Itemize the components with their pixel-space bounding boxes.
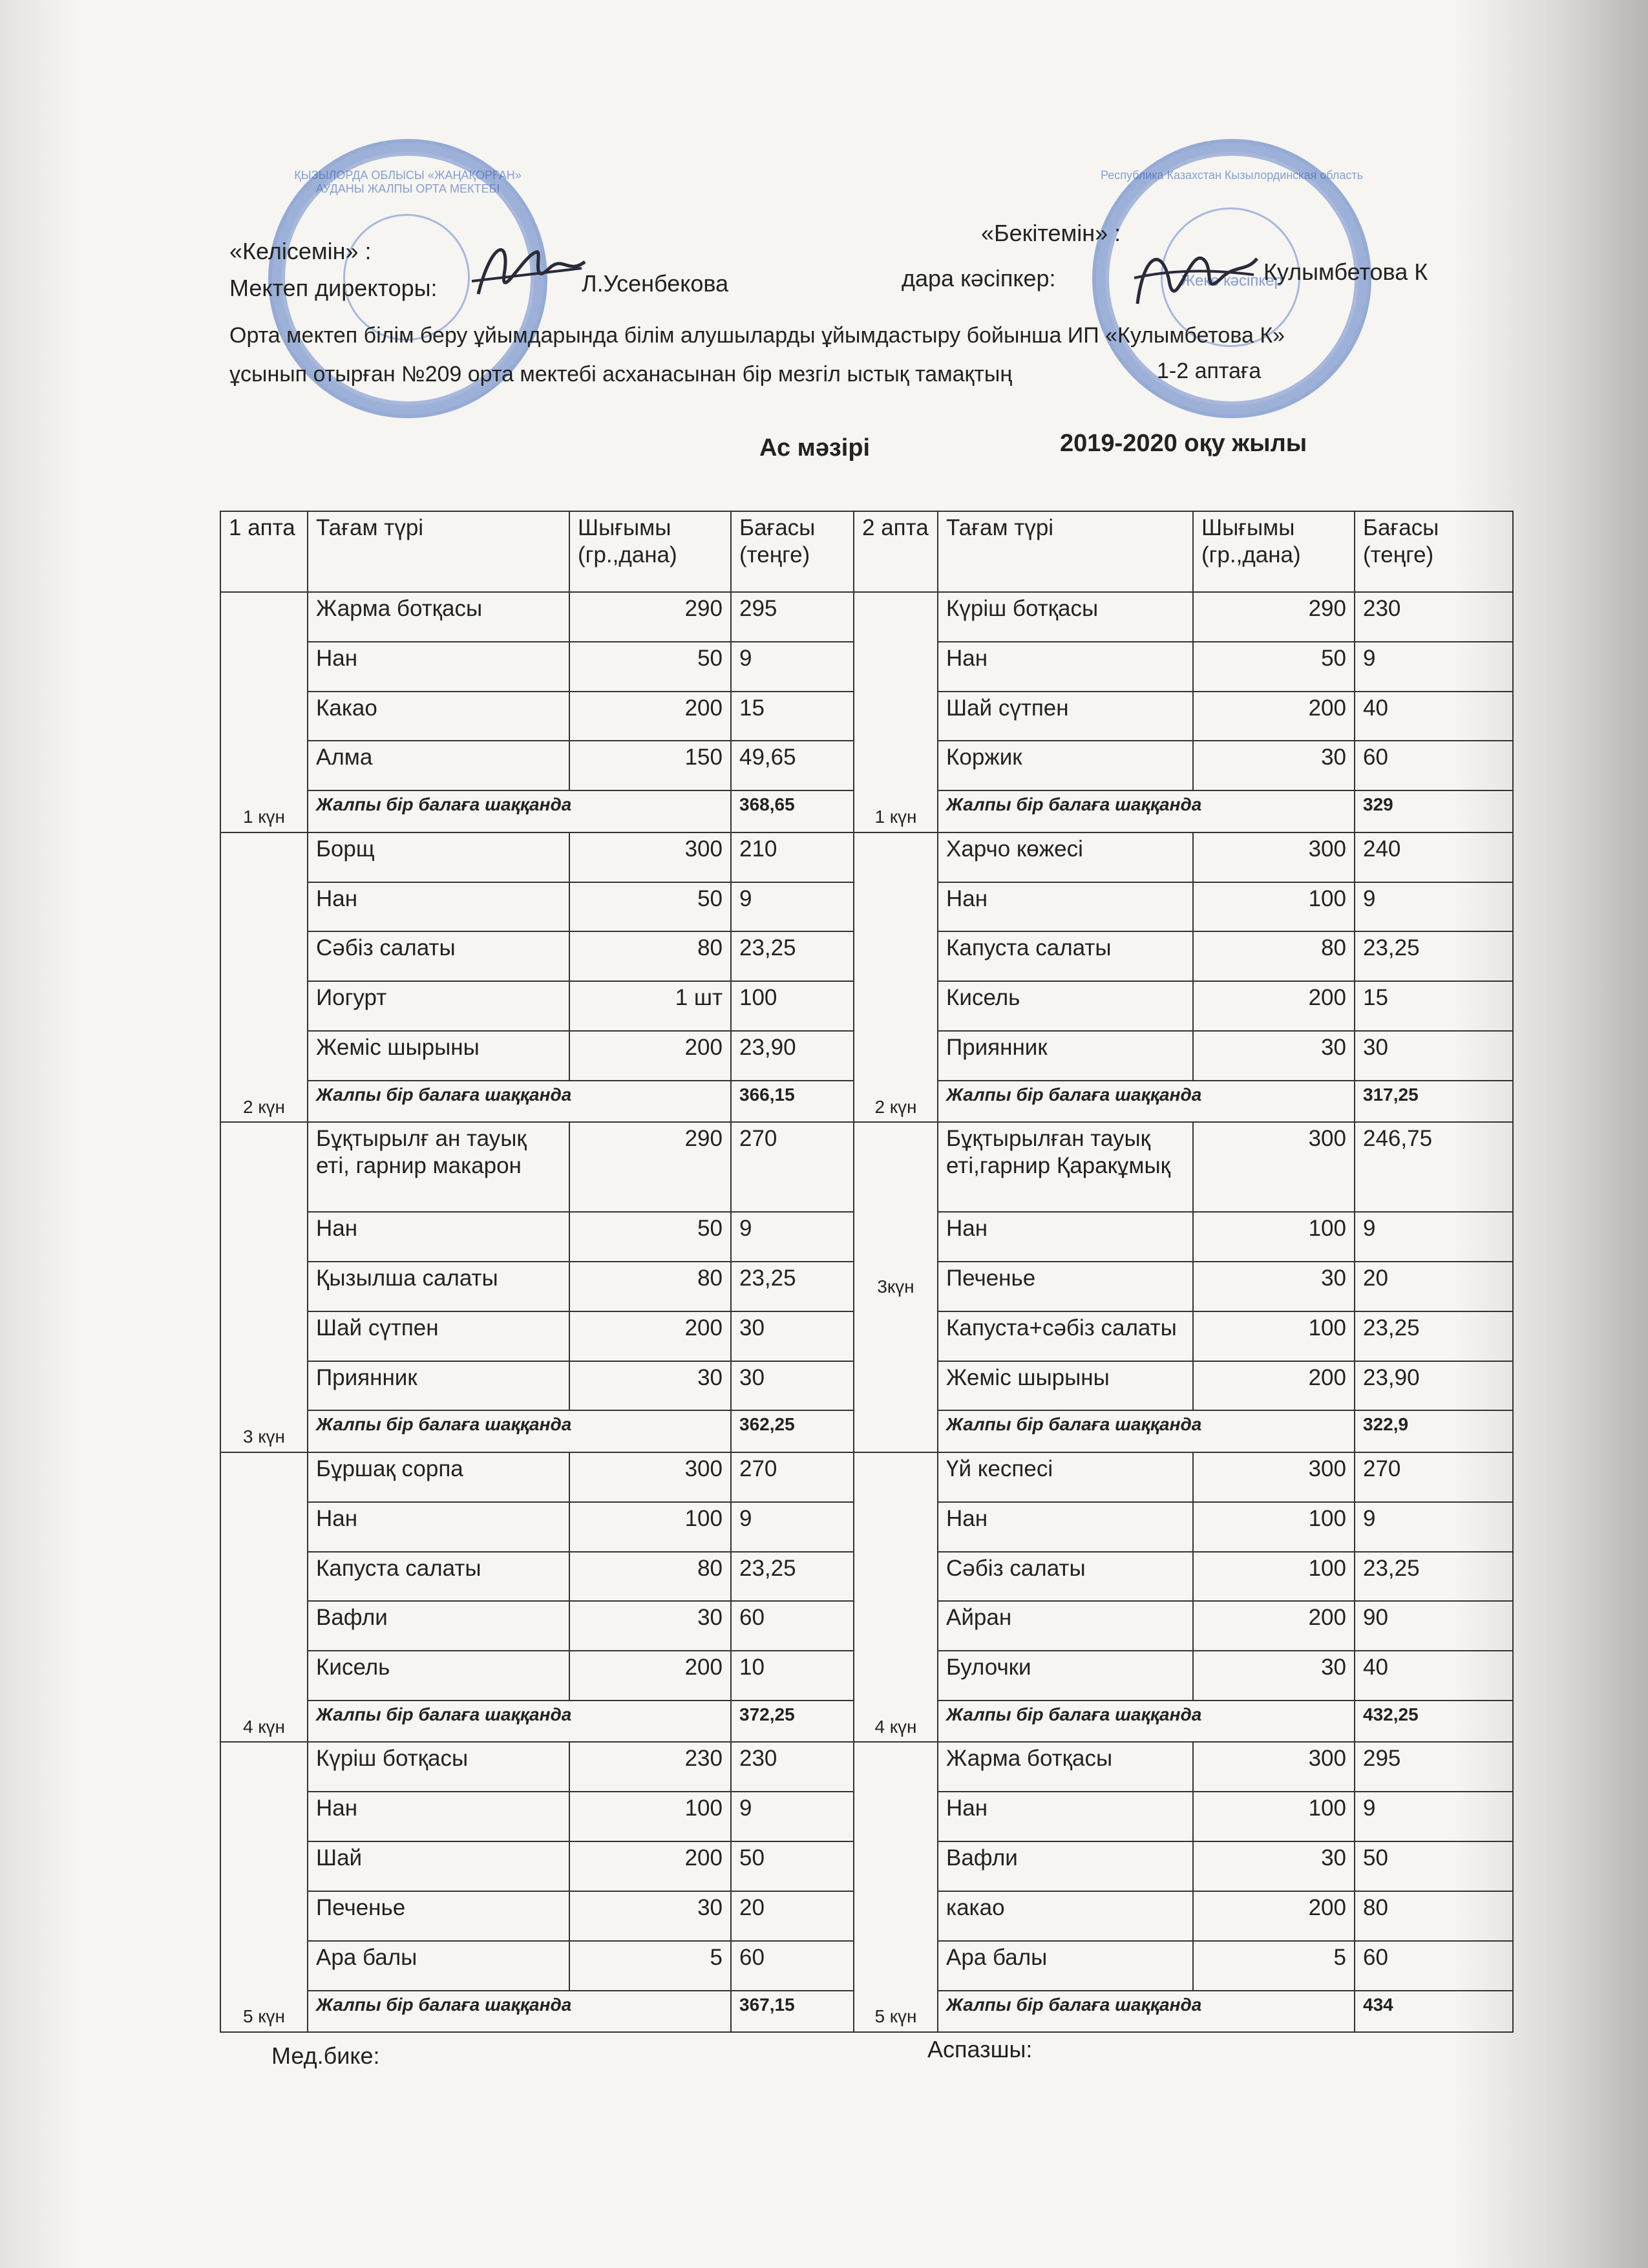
w2-price-cell: 246,75 — [1355, 1122, 1513, 1212]
w1-price-cell: 23,25 — [731, 931, 854, 981]
w2-price-cell: 23,25 — [1355, 1311, 1513, 1361]
week1-day-label: 2 күн — [220, 832, 308, 1123]
w1-output-cell: 50 — [569, 1212, 731, 1262]
w2-total-label: Жалпы бір балаға шаққанда — [938, 1081, 1355, 1122]
w1-dish-cell: Нан — [308, 642, 569, 692]
table-header-row — [220, 511, 1513, 592]
w1-price-cell: 50 — [731, 1841, 854, 1891]
w1-price-cell: 49,65 — [731, 741, 854, 790]
table-row — [220, 832, 1513, 882]
w2-dish-cell: Жарма ботқасы — [938, 1742, 1193, 1792]
w1-dish-cell: Қызылша салаты — [308, 1262, 569, 1311]
w2-output-cell: 200 — [1193, 981, 1355, 1031]
w1-output-cell: 200 — [569, 1841, 731, 1891]
w2-dish-cell: Печенье — [938, 1262, 1193, 1311]
w1-output-cell: 80 — [569, 931, 731, 981]
w1-total-label: Жалпы бір балаға шаққанда — [308, 790, 731, 832]
w2-dish-cell: Нан — [938, 642, 1193, 692]
w2-price-cell: 60 — [1355, 1941, 1513, 1991]
w2-dish-cell: Капуста салаты — [938, 931, 1193, 981]
w2-dish-cell: Булочки — [938, 1651, 1193, 1701]
entrepreneur-stamp-center-text: Жеке кәсіпкер — [1181, 272, 1283, 290]
w1-dish-cell: Кисель — [308, 1651, 569, 1701]
col-header-output: Шығымы (гр.,дана) — [569, 511, 731, 592]
w1-price-cell: 23,90 — [731, 1031, 854, 1081]
w2-output-cell: 100 — [1193, 1502, 1355, 1552]
w2-dish-cell: Вафли — [938, 1841, 1193, 1891]
intro-line-1: Орта мектеп білім беру ұйымдарында білім алушыларды ұйымдастыру бойынша ИП «Кулымбетова К» — [229, 323, 1285, 348]
w1-price-cell: 230 — [731, 1742, 854, 1792]
w1-dish-cell: Капуста салаты — [308, 1552, 569, 1602]
school-stamp-text: ҚЫЗЫЛОРДА ОБЛЫСЫ «ЖАҢАҚОРҒАН» АУДАНЫ ЖАЛПЫ ОРТА МЕКТЕБІ — [294, 169, 522, 195]
w1-price-cell: 23,25 — [731, 1552, 854, 1602]
w2-output-cell: 300 — [1193, 832, 1355, 882]
col-header-price-2: Бағасы (теңге) — [1355, 511, 1513, 592]
director-signature — [465, 229, 595, 313]
w1-dish-cell: Бұқтырылғ ан тауық еті, гарнир макарон — [308, 1122, 569, 1212]
col-header-week1: 1 апта — [220, 511, 308, 592]
w2-output-cell: 30 — [1193, 1031, 1355, 1081]
w1-output-cell: 1 шт — [569, 981, 731, 1031]
week1-day-label: 4 күн — [220, 1452, 308, 1743]
w2-price-cell: 9 — [1355, 882, 1513, 932]
w2-output-cell: 200 — [1193, 1601, 1355, 1651]
w1-price-cell: 9 — [731, 1792, 854, 1841]
w1-output-cell: 200 — [569, 692, 731, 741]
week2-day-label: 3күн — [854, 1122, 938, 1452]
w2-output-cell: 100 — [1193, 1552, 1355, 1602]
w2-dish-cell: Айран — [938, 1601, 1193, 1651]
w2-price-cell: 15 — [1355, 981, 1513, 1031]
w1-output-cell: 5 — [569, 1941, 731, 1991]
w2-dish-cell: Бұқтырылған тауық еті,гарнир Қаракұмық — [938, 1122, 1193, 1212]
w1-dish-cell: Борщ — [308, 832, 569, 882]
w1-total-label: Жалпы бір балаға шаққанда — [308, 1410, 731, 1452]
w2-dish-cell: Кисель — [938, 981, 1193, 1031]
w2-total-value: 432,25 — [1355, 1701, 1513, 1742]
w1-output-cell: 290 — [569, 1122, 731, 1212]
table-row — [220, 1452, 1513, 1502]
w2-total-value: 329 — [1355, 790, 1513, 832]
entrepreneur-name: Кулымбетова К — [1263, 259, 1428, 285]
entrepreneur-stamp-ring-text: Республика Казахстан Кызылординская область — [1101, 169, 1363, 182]
w2-price-cell: 270 — [1355, 1452, 1513, 1502]
w1-price-cell: 30 — [731, 1311, 854, 1361]
w1-price-cell: 9 — [731, 1502, 854, 1552]
w2-price-cell: 9 — [1355, 1792, 1513, 1841]
w2-output-cell: 100 — [1193, 1792, 1355, 1841]
w2-price-cell: 50 — [1355, 1841, 1513, 1891]
w1-total-value: 367,15 — [731, 1991, 854, 2032]
w1-price-cell: 9 — [731, 642, 854, 692]
entrepreneur-label: дара кәсіпкер: — [902, 265, 1056, 291]
menu-table — [220, 511, 1514, 2033]
table-row — [220, 1122, 1513, 1212]
w1-price-cell: 30 — [731, 1361, 854, 1411]
w2-total-label: Жалпы бір балаға шаққанда — [938, 1701, 1355, 1742]
w1-output-cell: 290 — [569, 592, 731, 642]
week1-day-label: 1 күн — [220, 592, 308, 832]
nurse-label: Мед.бике: — [271, 2042, 380, 2069]
w2-dish-cell: Капуста+сәбіз салаты — [938, 1311, 1193, 1361]
col-header-price: Бағасы (теңге) — [731, 511, 854, 592]
w2-price-cell: 23,25 — [1355, 1552, 1513, 1602]
w2-dish-cell: Сәбіз салаты — [938, 1552, 1193, 1602]
w2-output-cell: 300 — [1193, 1122, 1355, 1212]
w2-output-cell: 30 — [1193, 1841, 1355, 1891]
w2-total-label: Жалпы бір балаға шаққанда — [938, 1991, 1355, 2032]
week1-day-label: 5 күн — [220, 1742, 308, 2032]
w1-dish-cell: Какао — [308, 692, 569, 741]
w2-dish-cell: Приянник — [938, 1031, 1193, 1081]
w1-output-cell: 30 — [569, 1361, 731, 1411]
col-header-output-2: Шығымы (гр.,дана) — [1193, 511, 1355, 592]
w1-price-cell: 23,25 — [731, 1262, 854, 1311]
w2-output-cell: 30 — [1193, 1651, 1355, 1701]
w1-dish-cell: Иогурт — [308, 981, 569, 1031]
menu-title: Ас мәзірі — [759, 434, 871, 461]
w1-price-cell: 60 — [731, 1941, 854, 1991]
w1-total-value: 372,25 — [731, 1701, 854, 1742]
w1-price-cell: 270 — [731, 1122, 854, 1212]
w1-output-cell: 100 — [569, 1502, 731, 1552]
intro-line-2: ұсынып отырған №209 орта мектебі асханасынан бір мезгіл ыстық тамақтың — [229, 362, 1013, 387]
w1-total-label: Жалпы бір балаға шаққанда — [308, 1991, 731, 2032]
w2-dish-cell: Күріш ботқасы — [938, 592, 1193, 642]
w1-dish-cell: Шай сүтпен — [308, 1311, 569, 1361]
w2-total-label: Жалпы бір балаға шаққанда — [938, 790, 1355, 832]
w2-price-cell: 23,25 — [1355, 931, 1513, 981]
w1-dish-cell: Бұршақ сорпа — [308, 1452, 569, 1502]
w2-price-cell: 40 — [1355, 1651, 1513, 1701]
table-row — [220, 1742, 1513, 1792]
w2-dish-cell: Нан — [938, 1212, 1193, 1262]
w2-price-cell: 9 — [1355, 642, 1513, 692]
w2-price-cell: 30 — [1355, 1031, 1513, 1081]
director-label: Мектеп директоры: — [229, 275, 438, 301]
w1-dish-cell: Нан — [308, 1502, 569, 1552]
w1-output-cell: 80 — [569, 1552, 731, 1602]
w2-output-cell: 100 — [1193, 1311, 1355, 1361]
w1-dish-cell: Шай — [308, 1841, 569, 1891]
approve-label: «Бекітемін» : — [981, 220, 1121, 246]
w1-output-cell: 50 — [569, 882, 731, 932]
w2-price-cell: 20 — [1355, 1262, 1513, 1311]
w1-price-cell: 210 — [731, 832, 854, 882]
w2-dish-cell: какао — [938, 1891, 1193, 1941]
w2-output-cell: 200 — [1193, 1361, 1355, 1411]
w2-output-cell: 290 — [1193, 592, 1355, 642]
w1-price-cell: 100 — [731, 981, 854, 1031]
w2-output-cell: 80 — [1193, 931, 1355, 981]
w2-output-cell: 300 — [1193, 1742, 1355, 1792]
cook-label: Аспазшы: — [927, 2036, 1033, 2062]
table-row — [220, 592, 1513, 642]
w1-price-cell: 60 — [731, 1601, 854, 1651]
w1-output-cell: 200 — [569, 1031, 731, 1081]
w1-output-cell: 300 — [569, 1452, 731, 1502]
week2-day-label: 5 күн — [854, 1742, 938, 2032]
w1-price-cell: 295 — [731, 592, 854, 642]
w2-dish-cell: Үй кеспесі — [938, 1452, 1193, 1502]
school-year: 2019-2020 оқу жылы — [1060, 430, 1307, 457]
w2-dish-cell: Нан — [938, 882, 1193, 932]
w2-dish-cell: Шай сүтпен — [938, 692, 1193, 741]
w2-total-value: 322,9 — [1355, 1410, 1513, 1452]
col-header-dish: Тағам түрі — [308, 511, 569, 592]
week2-day-label: 4 күн — [854, 1452, 938, 1743]
w2-price-cell: 240 — [1355, 832, 1513, 882]
w2-output-cell: 200 — [1193, 692, 1355, 741]
w2-price-cell: 230 — [1355, 592, 1513, 642]
w2-dish-cell: Коржик — [938, 741, 1193, 790]
w2-output-cell: 30 — [1193, 1262, 1355, 1311]
w2-price-cell: 295 — [1355, 1742, 1513, 1792]
w1-output-cell: 200 — [569, 1311, 731, 1361]
w1-dish-cell: Вафли — [308, 1601, 569, 1651]
w2-price-cell: 23,90 — [1355, 1361, 1513, 1411]
w2-output-cell: 5 — [1193, 1941, 1355, 1991]
w1-dish-cell: Алма — [308, 741, 569, 790]
w1-output-cell: 30 — [569, 1891, 731, 1941]
w2-dish-cell: Нан — [938, 1502, 1193, 1552]
w1-output-cell: 230 — [569, 1742, 731, 1792]
w1-output-cell: 300 — [569, 832, 731, 882]
w2-output-cell: 100 — [1193, 1212, 1355, 1262]
w2-total-label: Жалпы бір балаға шаққанда — [938, 1410, 1355, 1452]
w2-price-cell: 9 — [1355, 1502, 1513, 1552]
w1-output-cell: 200 — [569, 1651, 731, 1701]
w2-output-cell: 300 — [1193, 1452, 1355, 1502]
w2-total-value: 434 — [1355, 1991, 1513, 2032]
w1-price-cell: 20 — [731, 1891, 854, 1941]
w1-total-value: 366,15 — [731, 1081, 854, 1122]
w1-dish-cell: Нан — [308, 1212, 569, 1262]
w1-price-cell: 10 — [731, 1651, 854, 1701]
w1-total-value: 368,65 — [731, 790, 854, 832]
w2-output-cell: 200 — [1193, 1891, 1355, 1941]
w2-price-cell: 40 — [1355, 692, 1513, 741]
entrepreneur-signature — [1125, 233, 1267, 317]
w1-output-cell: 50 — [569, 642, 731, 692]
director-name: Л.Усенбекова — [582, 270, 729, 297]
w2-output-cell: 50 — [1193, 642, 1355, 692]
scan-shadow-left — [0, 0, 78, 2268]
w1-dish-cell: Приянник — [308, 1361, 569, 1411]
w1-price-cell: 270 — [731, 1452, 854, 1502]
w1-total-label: Жалпы бір балаға шаққанда — [308, 1081, 731, 1122]
w1-output-cell: 30 — [569, 1601, 731, 1651]
w1-dish-cell: Нан — [308, 1792, 569, 1841]
w1-dish-cell: Жеміс шырыны — [308, 1031, 569, 1081]
w1-dish-cell: Ара балы — [308, 1941, 569, 1991]
w1-total-label: Жалпы бір балаға шаққанда — [308, 1701, 731, 1742]
w2-dish-cell: Харчо көжесі — [938, 832, 1193, 882]
w1-output-cell: 80 — [569, 1262, 731, 1311]
w2-price-cell: 80 — [1355, 1891, 1513, 1941]
w2-dish-cell: Ара балы — [938, 1941, 1193, 1991]
w1-price-cell: 9 — [731, 1212, 854, 1262]
agree-label: «Келісемін» : — [229, 238, 372, 264]
w1-dish-cell: Нан — [308, 882, 569, 932]
w2-dish-cell: Жеміс шырыны — [938, 1361, 1193, 1411]
w1-dish-cell: Күріш ботқасы — [308, 1742, 569, 1792]
w2-price-cell: 9 — [1355, 1212, 1513, 1262]
w2-total-value: 317,25 — [1355, 1081, 1513, 1122]
w1-price-cell: 15 — [731, 692, 854, 741]
w1-dish-cell: Печенье — [308, 1891, 569, 1941]
week2-day-label: 1 күн — [854, 592, 938, 832]
w2-dish-cell: Нан — [938, 1792, 1193, 1841]
w1-dish-cell: Сәбіз салаты — [308, 931, 569, 981]
weeks-label: 1-2 аптаға — [1157, 359, 1262, 383]
w2-price-cell: 90 — [1355, 1601, 1513, 1651]
w1-total-value: 362,25 — [731, 1410, 854, 1452]
w1-price-cell: 9 — [731, 882, 854, 932]
week2-day-label: 2 күн — [854, 832, 938, 1123]
w1-output-cell: 150 — [569, 741, 731, 790]
w2-price-cell: 60 — [1355, 741, 1513, 790]
col-header-week2: 2 апта — [854, 511, 938, 592]
menu-body — [220, 592, 1513, 2032]
w1-output-cell: 100 — [569, 1792, 731, 1841]
w1-dish-cell: Жарма ботқасы — [308, 592, 569, 642]
col-header-dish-2: Тағам түрі — [938, 511, 1193, 592]
w2-output-cell: 100 — [1193, 882, 1355, 932]
week1-day-label: 3 күн — [220, 1122, 308, 1452]
w2-output-cell: 30 — [1193, 741, 1355, 790]
